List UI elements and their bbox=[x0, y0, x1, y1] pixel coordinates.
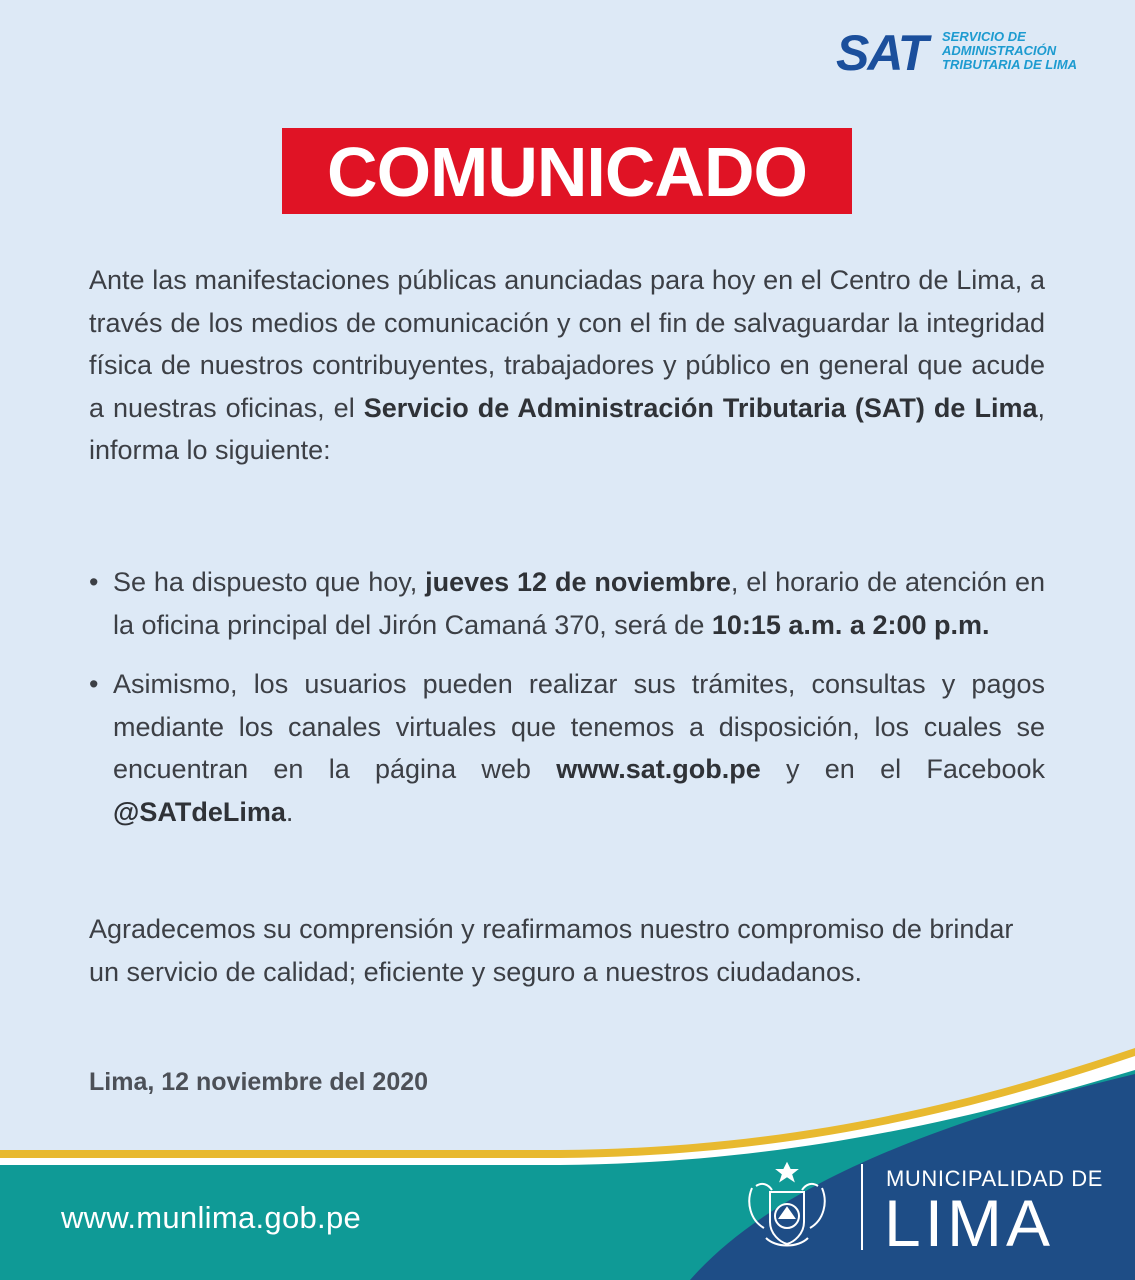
bullet2-website: www.sat.gob.pe bbox=[556, 754, 761, 784]
bullet1-text-1: Se ha dispuesto que hoy, bbox=[113, 567, 426, 597]
sat-logo-mark: SAT bbox=[836, 25, 927, 81]
bullet1-text-2: , el horario de atención en la oficina principal del Jirón Camaná 370, será de bbox=[113, 567, 1045, 640]
bullet1-hours: 10:15 a.m. a 2:00 p.m. bbox=[711, 609, 990, 640]
sat-logo-line2: ADMINISTRACIÓN bbox=[942, 43, 1057, 58]
footer-url: www.munlima.gob.pe bbox=[61, 1200, 362, 1235]
municipality-label: MUNICIPALIDAD DE bbox=[886, 1166, 1103, 1191]
intro-bold: Servicio de Administración Tributaria (SAT) de Lima bbox=[363, 392, 1038, 423]
sat-logo-line3: TRIBUTARIA DE LIMA bbox=[942, 57, 1078, 72]
municipality-name: LIMA bbox=[884, 1186, 1055, 1260]
bullet-list bbox=[89, 561, 1045, 833]
bullet2-text-2: y en el Facebook bbox=[760, 754, 1045, 784]
intro-text-1: Ante las manifestaciones públicas anunciadas para hoy en el Centro de Lima, a través de los medios de comunicación y con el fin de salvaguardar la integridad física de nuestros contribuyentes, trabajadores y público en general que acude a nuestras oficinas, el bbox=[89, 265, 1045, 423]
intro-text-2: , informa lo siguiente: bbox=[89, 392, 1045, 465]
date-line: Lima, 12 noviembre del 2020 bbox=[89, 1068, 429, 1096]
bullet2-text-3: . bbox=[285, 796, 294, 827]
bullet2-facebook: @SATdeLima bbox=[113, 796, 286, 827]
sat-logo-line1: SERVICIO DE bbox=[942, 29, 1026, 44]
sat-logo bbox=[836, 24, 1096, 84]
headline-banner: COMUNICADO bbox=[282, 128, 852, 214]
bullet-item-schedule bbox=[89, 561, 1045, 646]
sat-logo-text bbox=[942, 30, 1077, 72]
intro-paragraph bbox=[89, 259, 1045, 472]
footer-divider bbox=[861, 1164, 863, 1250]
lima-coat-of-arms-icon bbox=[742, 1158, 832, 1250]
closing-paragraph: Agradecemos su comprensión y reafirmamos nuestro compromiso de brindar un servicio de calidad; eficiente y seguro a nuestros ciudadanos. bbox=[89, 914, 1014, 987]
bullet1-date: jueves 12 de noviembre bbox=[425, 567, 731, 597]
bullet2-text-1: Asimismo, los usuarios pueden realizar sus trámites, consultas y pagos mediante los canales virtuales que tenemos a disposición, los cuales se encuentran en la página web bbox=[113, 669, 1045, 784]
bullet-item-virtual bbox=[89, 663, 1045, 833]
